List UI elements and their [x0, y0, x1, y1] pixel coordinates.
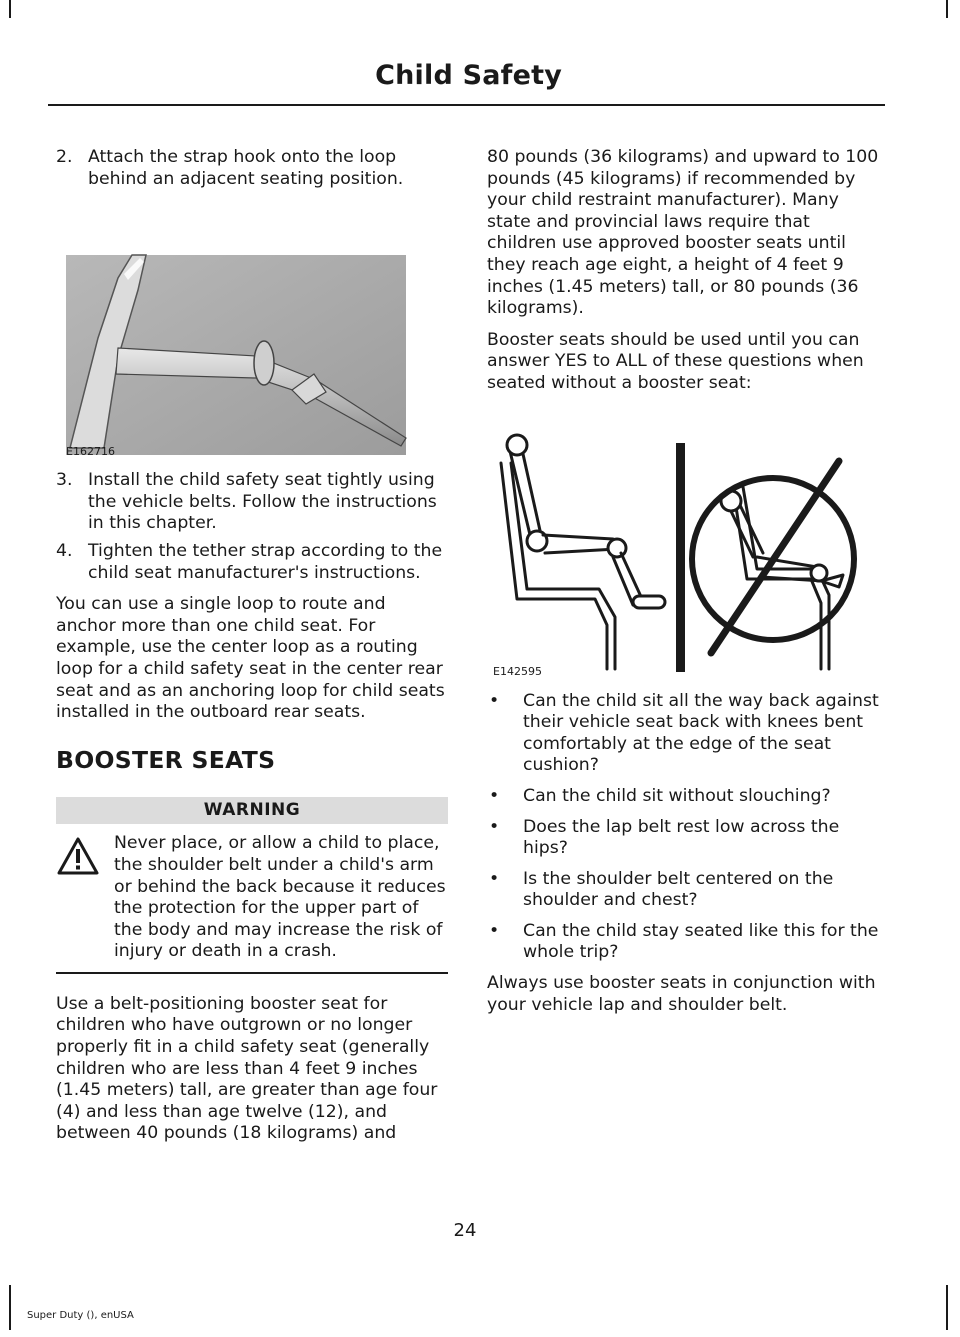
- step-text: Install the child safety seat tightly using the vehicle belts. Follow the instructions in this chapter.: [88, 470, 437, 534]
- section-heading: BOOSTER SEATS: [56, 745, 276, 774]
- paragraph: Use a belt-positioning booster seat for children who have outgrown or no longer properly fit in a child safety seat (generally children who are less than 4 feet 9 inches (1.45 meters) tall, are greater than age four (4) and less than age twelve (12), and between 40 pounds (18 kilograms) and: [56, 993, 438, 1144]
- page-number: 24: [453, 1220, 477, 1241]
- list-item: [487, 869, 882, 912]
- warning-rule: [56, 972, 448, 974]
- bullet-text: Can the child sit all the way back against their vehicle seat back with knees bent comfortably at the edge of the seat cushion?: [523, 690, 879, 776]
- step-number: 4.: [56, 540, 73, 561]
- bullet-marker: •: [489, 816, 500, 837]
- list-item: [487, 817, 882, 860]
- crop-mark-bottom-left: [9, 1285, 11, 1330]
- bullet-marker: •: [489, 690, 500, 711]
- bullet-marker: •: [489, 920, 500, 941]
- step-text: Tighten the tether strap according to the child seat manufacturer's instructions.: [88, 540, 443, 583]
- figure-code: E162716: [66, 445, 115, 459]
- footer-text: Super Duty (), enUSA: [27, 1310, 134, 1321]
- bullet-marker: •: [489, 785, 500, 806]
- warning-body: [56, 824, 448, 963]
- paragraph: 80 pounds (36 kilograms) and upward to 100 pounds (45 kilograms) if recommended by your child restraint manufacturer). Many state and provincial laws require that children use approved booster seats until they reach age eight, a height of 4 feet 9 inches (1.45 meters) tall, or 80 pounds (36 kilograms).: [487, 147, 879, 319]
- list-item: [487, 691, 882, 777]
- step-text: Attach the strap hook onto the loop behind an adjacent seating position.: [88, 147, 404, 189]
- crop-mark-top-left: [9, 0, 11, 18]
- step-3: [56, 470, 448, 535]
- warning-bar: WARNING: [56, 797, 448, 824]
- warning-triangle-icon: [56, 836, 100, 876]
- list-item: [487, 786, 882, 808]
- right-column: [487, 147, 882, 1026]
- warning-text: Never place, or allow a child to place, the shoulder belt under a child's arm or behind the back because it reduces the protection for the upper part of the body and may increase the risk of injury or death in a crash.: [114, 833, 446, 962]
- step-number: 3.: [56, 470, 73, 491]
- page-title: Child Safety: [375, 60, 562, 91]
- bullet-text: Does the lap belt rest low across the hips?: [523, 816, 840, 859]
- booster-seat-illustration: [487, 407, 882, 675]
- list-item: [487, 921, 882, 964]
- step-4: [56, 541, 448, 584]
- step-2: [56, 147, 448, 190]
- paragraph: Always use booster seats in conjunction with your vehicle lap and shoulder belt.: [487, 973, 876, 1015]
- paragraph: Booster seats should be used until you can answer YES to ALL of these questions when seated without a booster seat:: [487, 329, 864, 393]
- bullet-text: Is the shoulder belt centered on the shoulder and chest?: [523, 868, 834, 911]
- left-column: [56, 147, 448, 1155]
- crop-mark-top-right: [946, 0, 948, 18]
- step-number: 2.: [56, 147, 73, 167]
- crop-mark-bottom-right: [946, 1285, 948, 1330]
- figure-code: E142595: [493, 664, 542, 678]
- tether-hook-illustration: [56, 198, 448, 456]
- tether-hook-figure: [56, 198, 448, 459]
- header-rule: [48, 104, 885, 106]
- bullet-text: Can the child sit without slouching?: [523, 785, 831, 806]
- booster-seat-figure: [487, 407, 882, 678]
- paragraph: You can use a single loop to route and anchor more than one child seat. For example, use the center loop as a routing loop for a child safety seat in the center rear seat and as an anchoring loop for child seats installed in the outboard rear seats.: [56, 594, 445, 723]
- bullet-marker: •: [489, 868, 500, 889]
- bullet-text: Can the child stay seated like this for the whole trip?: [523, 920, 879, 963]
